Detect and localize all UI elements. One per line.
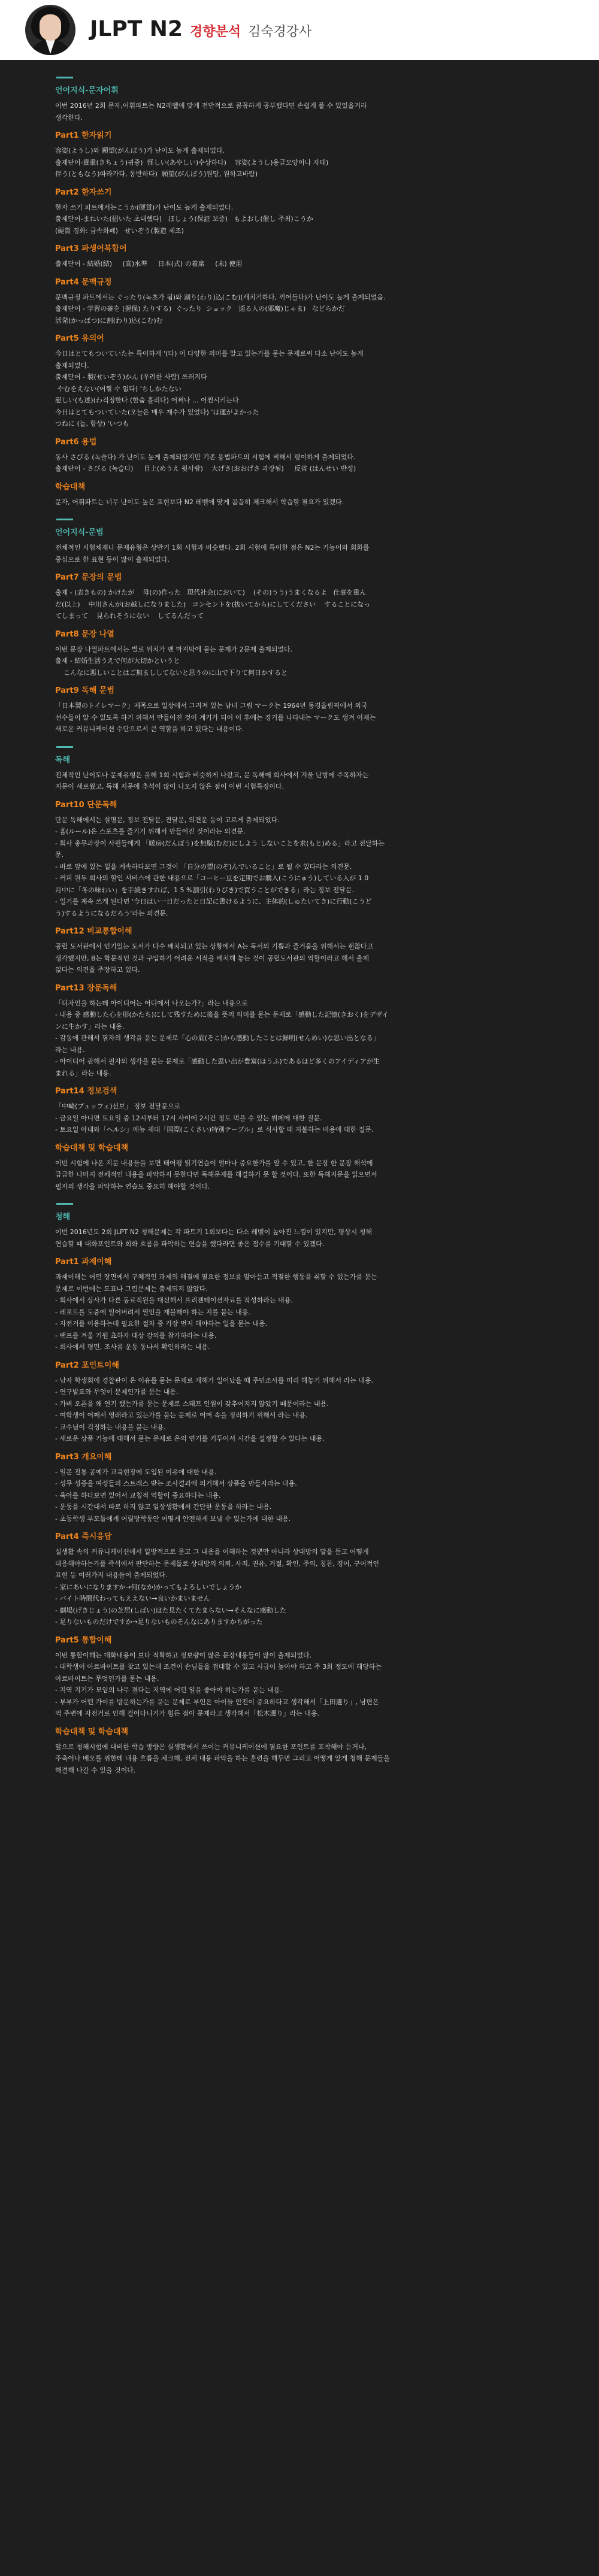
- page-title: JLPT N2: [90, 17, 183, 41]
- section-heading: Part2 포인트이해: [55, 1360, 119, 1370]
- section-divider-bar: [56, 77, 73, 78]
- section-block: [55, 244, 546, 270]
- section-body: 「中崎(ブュッフェ)선보」 정보 전달문으로 - 금요일 아니면 토요일 중 12시부터 17시 사이에 2시간 정도 먹을 수 있는 뷔페에 대한 질문. - 토요일 아내와「ヘルシ」메뉴 제대「国際(こくさい)特別テーブル」로 식사할 때 지불하는 비용에 대한 질문.: [55, 1102, 374, 1134]
- section-body: 실생활 속의 커뮤니케이션에서 일방적으로 묻고 그 내용을 이해하는 것뿐만 아니라 상대방의 말을 듣고 어떻게 대응해야하는가를 즉석에서 판단하는 문제들로 상대방의 의뢰, 사죄, 권유, 거절, 확인, 주의, 칭찬, 경어, 구어적인 표현 등 여러가지 내용들이 출제되었다. - 家にあいになりますか→何(なか)かってもよろしいでしょうか - バイト時間代わってもええない→良いかまいません - 劇場(げきじょう)の芝居(しばい)はた見たくてたまらない→そんなに感動した - 足りないものだけですか→足りないものそんなにありますかちがった: [55, 1548, 379, 1626]
- section-heading: 청해: [55, 1213, 71, 1222]
- author-name: 김숙경강사: [248, 25, 312, 40]
- section-heading: Part6 용법: [55, 437, 97, 447]
- section-heading: 학습대책: [55, 482, 86, 492]
- section-body: 앞으로 청해시험에 대비한 학습 방향은 실생활에서 쓰이는 커뮤니케이션에 필요한 포인트를 포착해야 듣거나, 주축어나 배오를 위한데 내용 흐름을 체크해, 전체 내용 파악을 하는 훈련을 해두면 그리고 어떻게 앞게 청해 문제들을 해결해 나갈 수 있을 것이다.: [55, 1742, 390, 1774]
- section-block: [55, 1727, 546, 1777]
- section-block: [55, 482, 546, 512]
- section-heading: 언어지식-문자어휘: [55, 86, 119, 95]
- section-body: 공립 도서관에서 인기있는 도서가 다수 배치되고 있는 상황에서 A는 독서의 기쁨과 즐거움을 위해서는 괜찮다고 생각했지만, B는 학문적인 것과 구입하기 어려운 서적을 배치해 놓는 것이 공립도서관의 역할이라고 해서 출제 없다는 의견을 주장하고 있다.: [55, 942, 374, 974]
- section-block: [55, 1143, 546, 1196]
- section-block: [55, 1257, 546, 1353]
- section-heading: Part4 문맥규정: [55, 277, 112, 287]
- section-body: 한자 쓰기 파트에서는こうか(硬貨)가 난이도 높게 출제되었다. 출제단어-まねいた(招いた 초대했다) ほしょう(保証 보증) もよおし(催し 주최)こうか (硬貨 경화: 금속화폐) せいぞう(製造 제조): [55, 203, 313, 235]
- section-heading: Part2 한자쓰기: [55, 187, 112, 197]
- section-body: 이번 2016년도 2회 JLPT N2 청해문제는 각 파트기 1회보다는 다소 레벨이 높아진 느낌이 있지만, 평상시 청해 연습할 때 대화포인트와 회화 흐름을 파악하는 연습을 했다라면 좋은 점수를 기대할 수 있겠다.: [55, 1228, 373, 1248]
- section-block: [55, 1203, 546, 1250]
- section-body: 이번 2016년 2회 문자,어휘파트는 N2레벨에 맞게 전반적으로 꼼꼼하게 공부했다면 손쉽게 풀 수 있었을거라 생각한다.: [55, 102, 367, 122]
- section-heading: Part4 즉시응답: [55, 1532, 112, 1541]
- section-body: 동사 さびる (녹슬다) 가 난이도 높게 출제되었지만 기존 용법파트의 시험에 비해서 평이하게 출제되었다. 출제단어 - さびる (녹슬다) 目上(めうえ 윗사람) 大げさ(おおげさ 과장됨) 反省 (はんせい 반성): [55, 453, 356, 472]
- section-heading: Part7 문장의 문법: [55, 573, 122, 582]
- section-block: [55, 926, 546, 976]
- section-block: [55, 1360, 546, 1445]
- section-heading: Part8 문장 나열: [55, 629, 114, 639]
- section-body: 이번 문장 나열파트에서는 별로 위치가 맨 마지막에 묻는 문제가 2문제 출제되었다. 출제 - 結婚生活うえで何が大切かというと こんなに悪しいことはご無まししてないと思うのに山で下りて何日かすると: [55, 645, 293, 677]
- section-heading: Part1 과제이해: [55, 1257, 112, 1266]
- section-block: [55, 77, 546, 123]
- section-body: 이번 시험에 나온 지문 내용들을 보면 태어평 읽기연습이 얼마나 중요한가를 알 수 있고, 한 문장 한 문장 해석에 급급한 나머지 전체적인 내용을 파악하지 못한다면 독해문제를 해결하기 못 할 것이다. 또한 독해지문을 읽으면서 필자의 생각을 파악하는 연습도 중요히 해야할 것이다.: [55, 1159, 377, 1190]
- section-block: [55, 131, 546, 180]
- section-body: 「디자인을 하는데 아이디어는 어디에서 나오는가?」라는 내용으로 - 내용 중 感動した心を形(かたち)にして残すために後을 뜻의 의미를 묻는 문제로「感動した記憶(きおく)をデザイ ンに生かす」라는 내용. - 감동에 관해서 필자의 생각을 묻는 문제로「心の底(そこ)から感動したことは鮮明(せんめい)な思い出となる」 라는 내용. - 아이디어 관해서 필자의 생각을 묻는 문제로「感動した思い出が豊富(ほうふ)であるほど多くのアイディアが生 まれる」라는 내용.: [55, 999, 389, 1077]
- instructor-avatar: [25, 5, 75, 55]
- section-block: [55, 519, 546, 565]
- section-heading: Part13 장문독해: [55, 983, 117, 993]
- section-heading: Part5 유의어: [55, 334, 104, 343]
- section-block: [55, 800, 546, 920]
- section-body: 이번 통합이해는 대화내용이 보다 적확하고 정보량이 많은 문장내용들이 많이 출제되었다. - 대학생이 아르바이트를 찾고 있는데 조건이 손님들을 접대할 수 있고 시급이 높아야 하고 주 3회 정도에 해당하는 아르바이트는 무엇인가를 묻는 내용. - 지역 지기가 모임의 나무 결다는 지역에 어떤 일을 좋아야 하는가를 묻는 내용. - 부부가 어떤 가이를 방문하는가를 묻는 문제로 부인은 아이들 안전이 중요하다고 생각해서「上田遷り」, 남편은 역 주변에 자전거로 인해 걸어다니기가 힘든 점이 문제라고 생각해서「松木遷り」라는 내용.: [55, 1651, 382, 1717]
- section-block: [55, 746, 546, 793]
- section-body: 전체적인 시험체제나 문제유형은 상반기 1회 시험과 비슷했다. 2회 시험에 특이한 점은 N2는 기능어와 회화를 중심으로 한 표현 등이 많이 출제되었다.: [55, 544, 370, 563]
- section-heading: 독해: [55, 755, 71, 765]
- analysis-content: [0, 60, 599, 1776]
- section-heading: Part9 독해 문법: [55, 686, 114, 695]
- section-block: [55, 187, 546, 237]
- section-body: 容姿(ようし)와 願望(がんぼう)가 난이도 높게 출제되었다. 출제단어-貴重(きちょう)귀중) 怪しい(あやしい)수상하다) 容姿(ようし)용글모양이나 자태) 伴う(ともなう)따라가다, 동반하다) 願望(がんぼう)원망, 원하고바람): [55, 147, 329, 178]
- section-block: [55, 629, 546, 679]
- section-block: [55, 1086, 546, 1136]
- section-block: [55, 1532, 546, 1628]
- section-divider-bar: [56, 1203, 73, 1205]
- section-heading: Part14 정보검색: [55, 1087, 117, 1096]
- section-block: [55, 437, 546, 475]
- section-body: 출제 - (表きもの) かけたが 母(の)作った 現代社会(において) (その)うう)うまくなるよ 仕事を重ん だ(以上) 中川さんが(お越しになりました) コンセントを(抜いてから)にしてください することになっ てしまって 見られそうにない してるんだって: [55, 589, 371, 620]
- section-heading: 학습대책 및 학습대책: [55, 1143, 129, 1153]
- section-body: 「日本製のトイレマーク」제목으로 일상에서 그려져 있는 남녀 그림 マーク는 1964년 동경올림픽에서 외국 선수들이 알 수 있도록 하기 위해서 만들어진 것이 계기가 되어 이 후에는 경기를 나타내는 マーク도 생겨 이제는 새로운 커뮤니케이션 수단으로서 큰 역할을 하고 있다는 내용이다.: [55, 702, 376, 733]
- section-body: 문맥규정 파트에서는 ぐったり(녹초가 됨)와 割り(わり)込(こむ)(새치기하다, 끼어들다)가 난이도 높게 출제되었음. 출제단어 - 学習の確を (握保) たりする) ぐったり ショック 通る人の(邪魔)じゃま) などらかだ 活発(かっぱつ)に割(わり)込(こむ)む: [55, 293, 386, 325]
- section-block: [55, 1635, 546, 1720]
- section-body: 단문 독해에서는 설명문, 정보 전달문, 견달문, 의견문 등이 고르게 출제되었다. - 홈(ルール)은 스포츠를 즐기기 위해서 만들어진 것이라는 의견문. - 회사 총무과장이 사원들에게 「暖房(だんぼう)を無駄(むだ)にしよう しないことを求(もと)める」라고 전달하는 문. - 바로 앞에 있는 일을 계속하다보면 그것이 「自分の望(のぞ)んでいること」로 될 수 있다라는 의견문. - 커피 원두 회사의 할인 서비스에 관한 내용으로「コーヒー豆を定期でお購入(こうにゅう)している人が 1 0 月中に「冬の味わい」を手続きすれば、1 5 %割引(わりびき)で買うことができる」라는 정보 전달문. - 일기를 계속 쓰게 된다면 '今日はい一日だったと日記に書けるように、主体的(しゅたいてき)に行動(こうど う)するようになるだろう'라는 의견문.: [55, 816, 385, 917]
- section-body: - 일본 전통 공예가 교육현장에 도입된 이유에 대한 내용. - 성무 성증을 여성들의 스트레스 받는 조사결과에 의거해서 상품을 만들자라는 내용. - 육아를 하다보면 있어서 교칭적 역할이 중요하다는 내용. - 운동을 시간대서 따로 하지 않고 일상생활에서 간단한 운동을 하라는 내용. - 초등학생 부모들에게 어릴방학동안 어떻게 안전하게 보낼 수 있는가에 대한 내용.: [55, 1468, 297, 1523]
- section-block: [55, 277, 546, 327]
- section-body: 今日はとてもついていた는 특이하게 '(다) 이 다양한 의미를 알고 있는가를 묻는 문제로써 다소 난이도 높게 출제되었다. 출제단어 - 製(せいぞう)かん (우려한 사람) 쓰러지다 やむをえない(어쩔 수 없다) 'ちしかたない 慰しい(も述)(わ걱정한다 (한숨 흘리다) 어쩌나 ... 어쩐시키는다 今日はとてもついていた(오늘은 매우 재수가 있었다) 'は運がよかった つねに (늘, 항상) 'いつも: [55, 350, 364, 428]
- section-heading: Part12 비교통합이해: [55, 927, 132, 936]
- section-heading: Part3 개요이해: [55, 1452, 112, 1462]
- section-body: 과제이해는 어떤 장면에서 구체적인 과제의 해결에 필요한 정보를 알아듣고 적절한 행동을 취할 수 있는가를 묻는 문제로 이번에는 도표나 그림문제는 출제되지 않았다. - 회사에서 상사가 다른 동료직원을 대신해서 프리젠테이션자료를 작성하라는 내용. - 레포트를 도중에 일어버려서 열인을 재불해야 하는 지를 묻는 내용. - 자전거를 이용하는데 필요한 절차 중 가장 먼저 해야하는 일을 묻는 내용. - 팬프를 겨울 기원 쵸하자 대상 강의를 참가하라는 내용. - 회사에서 평민, 조사를 운동 동나서 확인하라는 내용.: [55, 1273, 377, 1351]
- section-heading: Part10 단문독해: [55, 800, 117, 810]
- section-block: [55, 572, 546, 622]
- section-divider-bar: [56, 746, 73, 748]
- header-title-group: [90, 17, 311, 41]
- section-block: [55, 1452, 546, 1525]
- section-block: [55, 983, 546, 1080]
- section-body: - 남자 학생회에 경찰관이 온 이유를 묻는 문제로 재해가 일어났을 때 주민조사를 미리 해놓기 위해서 라는 내용. - 연구발표와 무엇이 문제인가를 묻는 내용. - 가벼 오픈을 왜 연기 했는가를 묻는 문제로 스태프 인원이 갖추어지지 않았기 때문이라는 내용. - 여학생이 어째서 영래라고 있는가를 묻는 문제로 어머 속을 정리하기 위해서 라는 내용. - 교수님이 걱정하는 내용을 묻는 내용. - 새로운 상품 기능에 대해서 묻는 문제로 온의 연기를 키두어서 시간을 설정할 수 있다는 내용.: [55, 1376, 373, 1442]
- section-heading: Part3 파생어복합어: [55, 244, 127, 253]
- section-body: 문자, 어휘파트는 너무 난이도 높은 표현보다 N2 레벨에 맞게 꼼꼼히 체크해서 학습할 필요가 있겠다.: [55, 498, 344, 506]
- section-body: 출제단어 - 結婚(結) (高)水準 日本(式) の着席 (未) 使用: [55, 260, 243, 268]
- title-accent: 경향분석: [190, 25, 241, 40]
- section-heading: 언어지식-문법: [55, 528, 104, 537]
- header-banner: [0, 0, 599, 60]
- section-block: [55, 334, 546, 430]
- section-heading: Part5 통합이해: [55, 1635, 112, 1645]
- section-divider-bar: [56, 519, 73, 520]
- section-body: 전체적인 난이도나 문제유형은 올해 1회 시험과 비슷하게 나왔고, 문 독해에 회사에서 겨울 난방에 주목하자는 지문이 새로웠고, 독해 지문에 추석이 많이 나오지 않은 점이 이번 시험특징이다.: [55, 771, 369, 790]
- section-heading: Part1 한자읽기: [55, 131, 112, 140]
- section-block: [55, 686, 546, 739]
- section-heading: 학습대책 및 학습대책: [55, 1727, 129, 1736]
